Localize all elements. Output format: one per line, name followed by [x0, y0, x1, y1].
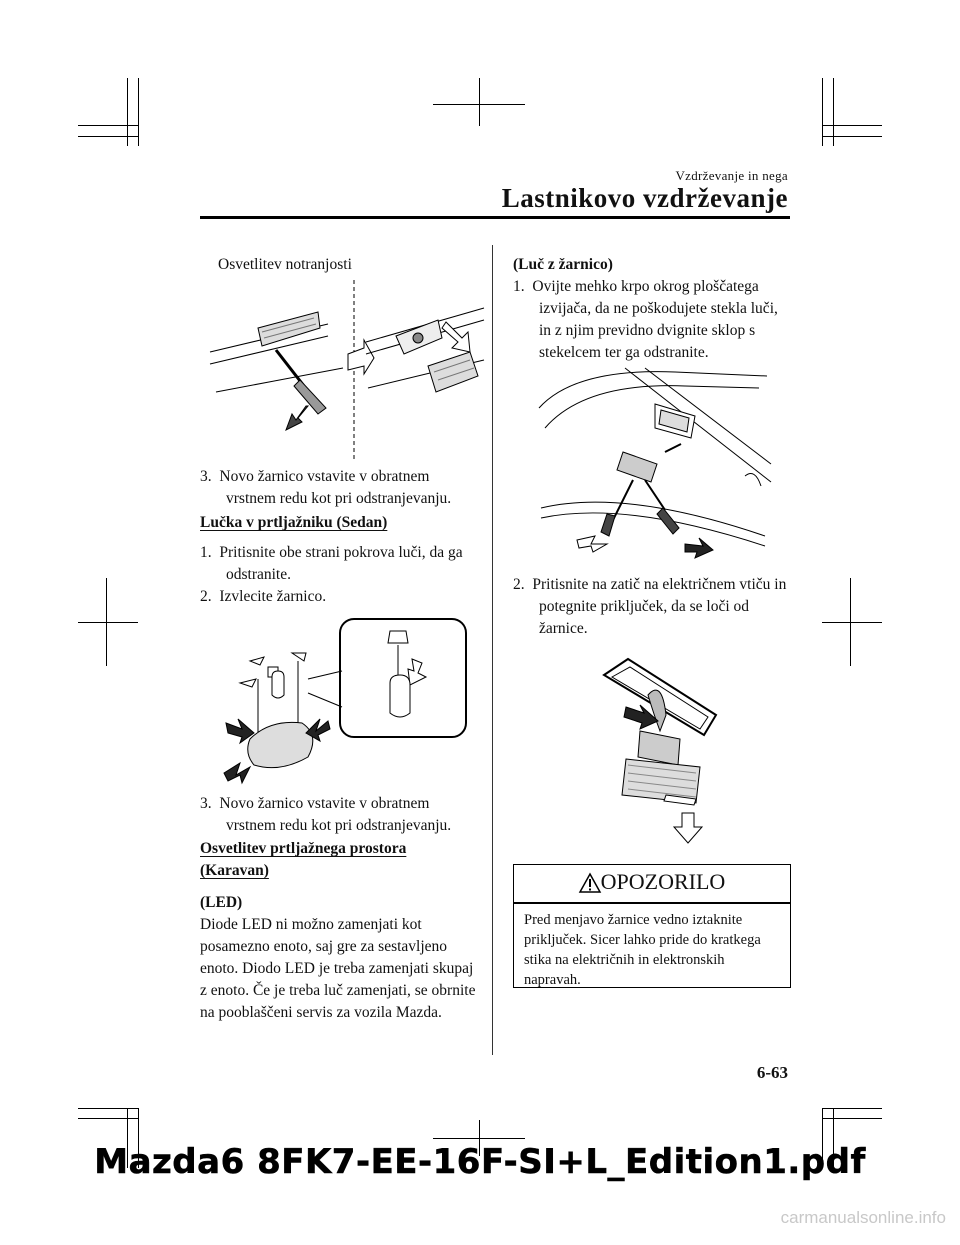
warning-rule [514, 902, 790, 904]
bulb-step-2 [513, 574, 791, 640]
connector-illustration [600, 655, 730, 845]
bulb-step-1 [513, 276, 791, 364]
step-number: 1. [513, 278, 525, 295]
step-text: Pritisnite na zatič na električnem vtiču in potegnite priključek, da se loči od žarnice. [532, 576, 787, 637]
step-text: Novo žarnico vstavite v obratnem vrstnem redu kot pri odstranjevanju. [219, 795, 452, 834]
step-number: 2. [200, 588, 212, 605]
interior-light-illustration [208, 280, 488, 460]
trunk-step-3 [200, 793, 480, 837]
step-text: Novo žarnico vstavite v obratnem vrstnem redu kot pri odstranjevanju. [219, 468, 452, 507]
trunk-light-heading: Lučka v prtljažniku (Sedan) [200, 514, 388, 531]
page-title: Lastnikovo vzdrževanje [501, 183, 788, 213]
trunk-step-1 [200, 542, 480, 586]
step-text: Ovijte mehko krpo okrog ploščatega izvijača, da ne poškodujete stekla luči, in z njim previdno dvignite sklop s stekelcem ter ga odstranite. [532, 278, 778, 361]
footer-watermark-url: carmanualsonline.info [780, 1208, 946, 1227]
warning-box [513, 864, 791, 988]
interior-step-3 [200, 466, 480, 510]
page-number: 6-63 [756, 1063, 788, 1082]
warning-title-text: OPOZORILO [600, 869, 726, 894]
lens-removal-illustration [535, 368, 775, 558]
warning-text: Pred menjavo žarnice vedno iztaknite priključek. Sicer lahko pride do kratkega stika na električnih in elektronskih napravah. [524, 912, 761, 988]
warning-icon [579, 873, 601, 893]
section-label: Vzdrževanje in nega [675, 168, 788, 183]
led-heading: (LED) [200, 894, 243, 911]
cargo-light-heading-sub: (Karavan) [200, 862, 269, 879]
step-number: 2. [513, 576, 525, 593]
header-rule [200, 216, 790, 219]
column-divider [492, 245, 493, 1055]
footer-filename: Mazda6 8FK7-EE-16F-SI+L_Edition1.pdf [94, 1142, 866, 1182]
bulb-light-heading: (Luč z žarnico) [513, 256, 613, 273]
led-text: Diode LED ni možno zamenjati kot posamezno enoto, saj gre za sestavljeno enoto. Diodo LED je treba zamenjati skupaj z enoto. Če je treba luč zamenjati, se obrnite na pooblaščeni servis za vozila Mazda. [200, 916, 476, 1021]
interior-light-heading: Osvetlitev notranjosti [218, 256, 352, 273]
warning-title [514, 869, 790, 901]
trunk-step-2 [200, 586, 480, 608]
step-number: 3. [200, 468, 212, 485]
step-number: 1. [200, 544, 212, 561]
step-text: Pritisnite obe strani pokrova luči, da ga odstranite. [219, 544, 463, 583]
trunk-lamp-illustration [220, 615, 470, 785]
cargo-light-heading: Osvetlitev prtljažnega prostora [200, 840, 407, 857]
step-text: Izvlecite žarnico. [219, 588, 327, 605]
step-number: 3. [200, 795, 212, 812]
